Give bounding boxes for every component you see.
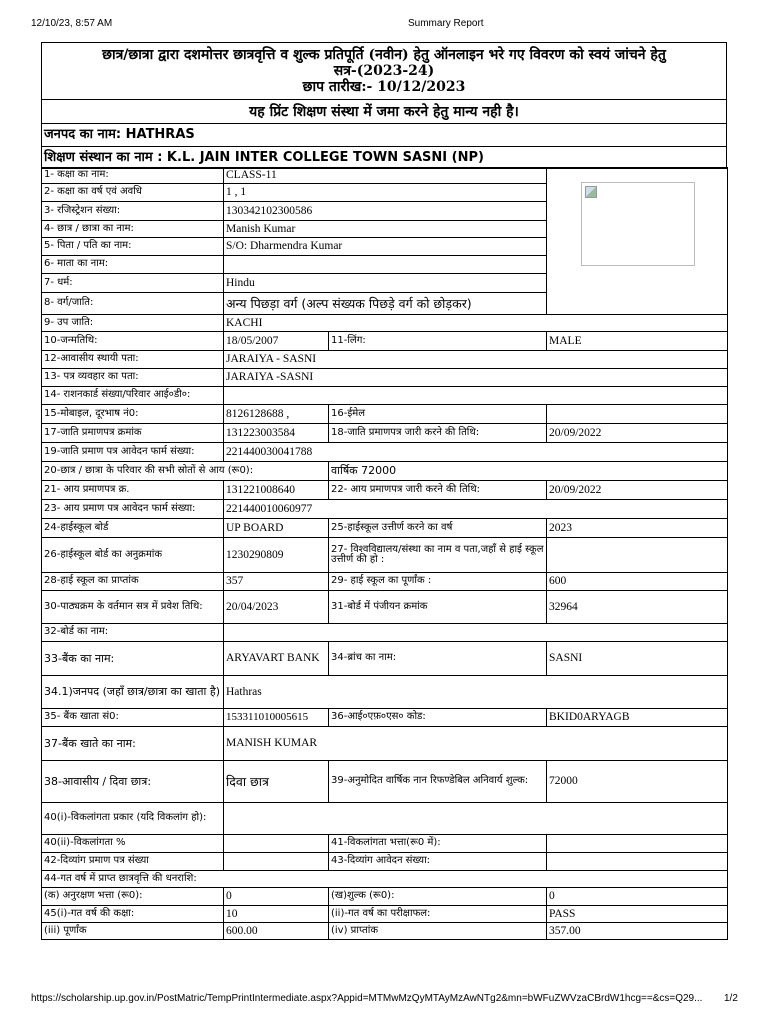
mobile-value: 8126128688 , bbox=[224, 405, 329, 424]
mother-name-label: 6- माता का नाम: bbox=[42, 256, 224, 274]
gender-label: 11-लिंग: bbox=[329, 332, 547, 351]
account-number-value: 153311010005615 bbox=[224, 709, 329, 727]
account-holder-label: 37-बैंक खाते का नाम: bbox=[42, 727, 224, 761]
prev-obtained-label: (iv) प्राप्तांक bbox=[329, 923, 547, 940]
prev-scholarship-label: 44-गत वर्ष में प्राप्त छात्रवृत्ति की धनराशि: bbox=[42, 871, 728, 888]
religion-label: 7- धर्म: bbox=[42, 274, 224, 293]
category-label: 8- वर्ग/जाति: bbox=[42, 293, 224, 315]
family-income-label: 20-छात्र / छात्रा के परिवार की सभी स्रोतों से आय (रू0): bbox=[42, 462, 329, 481]
income-cert-date-label: 22- आय प्रमाणपत्र जारी करने की तिथि: bbox=[329, 481, 547, 500]
permanent-address-label: 12-आवासीय स्थायी पता: bbox=[42, 351, 224, 369]
income-app-label: 23- आय प्रमाण पत्र आवेदन फार्म संख्या: bbox=[42, 500, 224, 519]
page-url: https://scholarship.up.gov.in/PostMatric/TempPrintIntermediate.aspx?Appid=MTMwMzQyMTAyMzAwNTg2&mn=bWFuZWVzaCBrdW1hcg==&cs=Q29... bbox=[31, 993, 703, 1004]
residence-type-label: 38-आवासीय / दिवा छात्र: bbox=[42, 761, 224, 803]
admission-date-label: 30-पाठ्यक्रम के वर्तमान सत्र में प्रवेश तिथि: bbox=[42, 591, 224, 624]
student-name-value: Manish Kumar bbox=[224, 221, 547, 238]
caste-cert-label: 17-जाति प्रमाणपत्र क्रमांक bbox=[42, 424, 224, 443]
board-name-label: 32-बोर्ड का नाम: bbox=[42, 624, 224, 642]
category-value: अन्य पिछड़ा वर्ग (अल्प संख्यक पिछड़े वर्ग को छोड़कर) bbox=[224, 293, 547, 315]
family-income-value: वार्षिक 72000 bbox=[329, 462, 728, 481]
caste-app-label: 19-जाति प्रमाण पत्र आवेदन फार्म संख्या: bbox=[42, 443, 224, 462]
registration-label: 3- रजिस्ट्रेशन संख्या: bbox=[42, 202, 224, 221]
prev-result-value: PASS bbox=[547, 906, 728, 923]
father-name-value: S/O: Dharmendra Kumar bbox=[224, 238, 547, 256]
email-label: 16-ईमेल bbox=[329, 405, 547, 424]
board-reg-value: 32964 bbox=[547, 591, 728, 624]
class-label: 1- कक्षा का नाम: bbox=[42, 168, 224, 184]
religion-value: Hindu bbox=[224, 274, 547, 293]
hs-year-value: 2023 bbox=[547, 519, 728, 538]
ifsc-label: 36-आई०एफ़०एस० कोड: bbox=[329, 709, 547, 727]
board-name-value bbox=[224, 624, 728, 642]
father-name-label: 5- पिता / पति का नाम: bbox=[42, 238, 224, 256]
prev-class-label: 45(i)-गत वर्ष की कक्षा: bbox=[42, 906, 224, 923]
residence-type-value: दिवा छात्र bbox=[224, 761, 329, 803]
bank-district-label: 34.1)जनपद (जहाँ छात्र/छात्रा का खाता है) bbox=[42, 676, 224, 709]
disability-cert-label: 42-दिव्यांग प्रमाण पत्र संख्या bbox=[42, 853, 224, 871]
subcaste-label: 9- उप जाति: bbox=[42, 315, 224, 332]
disability-type-label: 40(i)-विकलांगता प्रकार (यदि विकलांग हो): bbox=[42, 803, 224, 835]
bank-district-value: Hathras bbox=[224, 676, 728, 709]
fee-paid-value: 0 bbox=[547, 888, 728, 906]
print-datetime: 12/10/23, 8:57 AM bbox=[31, 18, 113, 29]
income-cert-date-value: 20/09/2022 bbox=[547, 481, 728, 500]
bank-name-value: ARYAVART BANK bbox=[224, 642, 329, 676]
hs-roll-value: 1230290809 bbox=[224, 538, 329, 573]
hs-board-label: 24-हाईस्कूल बोर्ड bbox=[42, 519, 224, 538]
fee-paid-label: (ख)शुल्क (रू0): bbox=[329, 888, 547, 906]
hs-school-label: 27- विश्वविद्यालय/संस्था का नाम व पता,जहाँ से हाई स्कूल उत्तीर्ण की हो : bbox=[329, 538, 547, 573]
ifsc-value: BKID0ARYAGB bbox=[547, 709, 728, 727]
account-number-label: 35- बैंक खाता सं0: bbox=[42, 709, 224, 727]
disability-percent-label: 40(ii)-विकलांगता % bbox=[42, 835, 224, 853]
prev-total-label: (iii) पूर्णांक bbox=[42, 923, 224, 940]
hs-roll-label: 26-हाईस्कूल बोर्ड का अनुक्रमांक bbox=[42, 538, 224, 573]
hs-total-label: 29- हाई स्कूल का पूर्णांक : bbox=[329, 573, 547, 591]
hs-total-value: 600 bbox=[547, 573, 728, 591]
disability-percent-value bbox=[224, 835, 329, 853]
subcaste-value: KACHI bbox=[224, 315, 728, 332]
student-name-label: 4- छात्र / छात्रा का नाम: bbox=[42, 221, 224, 238]
account-holder-value: MANISH KUMAR bbox=[224, 727, 728, 761]
disability-type-value bbox=[224, 803, 728, 835]
income-cert-label: 21- आय प्रमाणपत्र क्र. bbox=[42, 481, 224, 500]
hs-obtained-value: 357 bbox=[224, 573, 329, 591]
branch-name-label: 34-ब्रांच का नाम: bbox=[329, 642, 547, 676]
student-photo bbox=[547, 168, 728, 315]
prev-obtained-value: 357.00 bbox=[547, 923, 728, 940]
correspondence-address-value: JARAIYA -SASNI bbox=[224, 369, 728, 387]
mother-name-value bbox=[224, 256, 547, 274]
ration-card-label: 14- राशनकार्ड संख्या/परिवार आई०डी०: bbox=[42, 387, 224, 405]
approved-fee-label: 39-अनुमोदित वार्षिक नान रिफण्डेबिल अनिवार्य शुल्क: bbox=[329, 761, 547, 803]
hs-school-value bbox=[547, 538, 728, 573]
dob-label: 10-जन्मतिथि: bbox=[42, 332, 224, 351]
hs-year-label: 25-हाईस्कूल उत्तीर्ण करने का वर्ष bbox=[329, 519, 547, 538]
caste-cert-value: 131223003584 bbox=[224, 424, 329, 443]
ration-card-value bbox=[224, 387, 728, 405]
print-date: छाप तारीख:- 10/12/2023 bbox=[302, 78, 466, 95]
permanent-address-value: JARAIYA - SASNI bbox=[224, 351, 728, 369]
print-page-title: Summary Report bbox=[408, 18, 484, 29]
registration-value: 130342102300586 bbox=[224, 202, 547, 221]
mobile-label: 15-मोबाइल, दूरभाष नं0: bbox=[42, 405, 224, 424]
maintenance-allowance-label: (क) अनुरक्षण भत्ता (रू0): bbox=[42, 888, 224, 906]
print-notice: यह प्रिंट शिक्षण संस्था में जमा करने हेतु मान्य नही है। bbox=[42, 100, 727, 124]
correspondence-address-label: 13- पत्र व्यवहार का पता: bbox=[42, 369, 224, 387]
caste-cert-date-label: 18-जाति प्रमाणपत्र जारी करने की तिथि: bbox=[329, 424, 547, 443]
prev-result-label: (ii)-गत वर्ष का परीक्षाफल: bbox=[329, 906, 547, 923]
hs-obtained-label: 28-हाई स्कूल का प्राप्तांक bbox=[42, 573, 224, 591]
header-table bbox=[41, 42, 727, 169]
disability-app-value bbox=[547, 853, 728, 871]
disability-app-label: 43-दिव्यांग आवेदन संख्या: bbox=[329, 853, 547, 871]
maintenance-allowance-value: 0 bbox=[224, 888, 329, 906]
disability-allowance-value bbox=[547, 835, 728, 853]
approved-fee-value: 72000 bbox=[547, 761, 728, 803]
hs-board-value: UP BOARD bbox=[224, 519, 329, 538]
bank-name-label: 33-बैंक का नाम: bbox=[42, 642, 224, 676]
gender-value: MALE bbox=[547, 332, 728, 351]
details-table bbox=[41, 167, 728, 940]
caste-cert-date-value: 20/09/2022 bbox=[547, 424, 728, 443]
disability-allowance-label: 41-विकलांगता भत्ता(रू0 में): bbox=[329, 835, 547, 853]
income-cert-value: 131221008640 bbox=[224, 481, 329, 500]
page-count: 1/2 bbox=[724, 993, 738, 1004]
caste-app-value: 221440030041788 bbox=[224, 443, 728, 462]
institution-bar: शिक्षण संस्थान का नाम : K.L. JAIN INTER COLLEGE TOWN SASNI (NP) bbox=[42, 147, 727, 169]
class-value: CLASS-11 bbox=[224, 168, 547, 184]
board-reg-label: 31-बोर्ड में पंजीयन क्रमांक bbox=[329, 591, 547, 624]
year-label: 2- कक्षा का वर्ष एवं अवधि bbox=[42, 184, 224, 202]
district-bar: जनपद का नाम: HATHRAS bbox=[42, 124, 727, 147]
branch-name-value: SASNI bbox=[547, 642, 728, 676]
income-app-value: 221440010060977 bbox=[224, 500, 728, 519]
prev-total-value: 600.00 bbox=[224, 923, 329, 940]
title-line-2: सत्र-(2023-24) bbox=[333, 63, 435, 80]
year-value: 1 , 1 bbox=[224, 184, 547, 202]
form-title bbox=[42, 43, 727, 100]
email-value bbox=[547, 405, 728, 424]
prev-class-value: 10 bbox=[224, 906, 329, 923]
disability-cert-value bbox=[224, 853, 329, 871]
dob-value: 18/05/2007 bbox=[224, 332, 329, 351]
admission-date-value: 20/04/2023 bbox=[224, 591, 329, 624]
broken-image-icon bbox=[581, 182, 695, 266]
title-line-1: छात्र/छात्रा द्वारा दशमोत्तर छात्रवृत्ति व शुल्क प्रतिपूर्ति (नवीन) हेतु ऑनलाइन भरे गए विवरण को स्वयं जांचने हेतु bbox=[102, 47, 666, 64]
